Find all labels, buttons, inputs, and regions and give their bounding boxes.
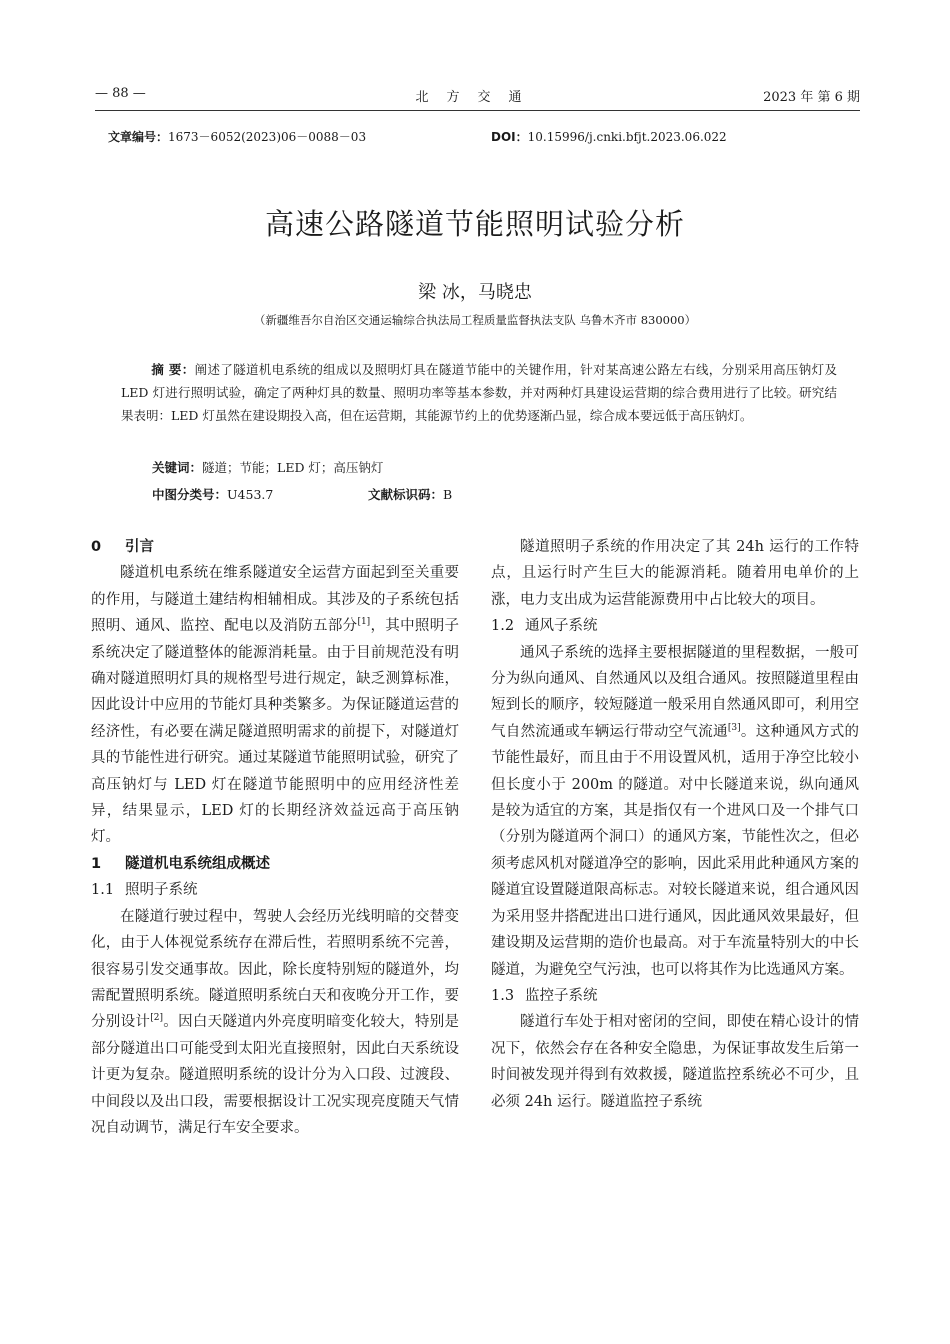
subsection-number: 1.2 (491, 618, 515, 635)
clc-value: U453.7 (227, 487, 274, 502)
affiliation: （新疆维吾尔自治区交通运输综合执法局工程质量监督执法支队 乌鲁木齐市 830000） (253, 313, 697, 327)
paragraph (91, 560, 459, 850)
clc-label: 中图分类号： (152, 487, 228, 502)
doi-label: DOI： (491, 130, 528, 144)
keywords-label: 关键词： (152, 460, 203, 475)
running-header (95, 86, 860, 106)
left-column (91, 534, 459, 1141)
subsection-heading (91, 877, 459, 903)
authors: 梁 冰，马晓忠 (418, 282, 532, 303)
doi-value: 10.15996/j.cnki.bfjt.2023.06.022 (527, 130, 727, 144)
citation: [2] (150, 1013, 163, 1024)
abstract-label: 摘 要： (151, 362, 195, 377)
clc-number (152, 485, 273, 503)
section-number: 1 (91, 855, 102, 872)
paragraph (91, 904, 459, 1142)
document-code (368, 485, 452, 503)
section-heading (91, 534, 459, 560)
section-heading (91, 851, 459, 877)
paragraph-text: ，其中照明子系统决定了隧道整体的能源消耗量。由于目前规范没有明确对隧道照明灯具的规格型号进行规定，缺乏测算标准，因此设计中应用的节能灯具种类繁多。为保证隧道运营的经济性，有必要在满足隧道照明需求的前提下，对隧道灯具的节能性进行研究。通过某隧道节能照明试验，研究了高压钠灯与 LED 灯在隧道节能照明中的应用经济性差异，结果显示，LED 灯的长期经济效益远高于高压钠灯。 (91, 618, 459, 846)
document-code-label: 文献标识码： (368, 487, 444, 502)
citation: [3] (727, 723, 741, 734)
section-title: 引言 (125, 539, 154, 555)
paragraph-text: 。这种通风方式的节能性最好，而且由于不用设置风机，适用于净空比较小但长度小于 200m 的隧道。对中长隧道来说，纵向通风是较为适宜的方案，其是指仅有一个进风口及一个排气口（分别为隧道两个洞口）的通风方案，节能性次之，但必须考虑风机对隧道净空的影响，因此采用此种通风方案的隧道宜设置隧道限高标志。对较长隧道来说，组合通风因为采用竖井搭配进出口进行通风，因此通风效果最好，但建设期及运营期的造价也最高。对于车流量特别大的中长隧道，为避免空气污浊，也可以将其作为比选通风方案。 (491, 723, 860, 978)
paragraph (491, 640, 859, 983)
paragraph-text: 通风子系统的选择主要根据隧道的里程数据，一般可分为纵向通风、自然通风以及组合通风。按照隧道里程由短到长的顺序，较短隧道一般采用自然通风即可，利用空气自然流通或车辆运行带动空气流通 (491, 644, 859, 740)
paper-title: 高速公路隧道节能照明试验分析 (264, 207, 685, 241)
subsection-heading (491, 613, 859, 639)
paragraph: 隧道行车处于相对密闭的空间，即使在精心设计的情况下，依然会存在各种安全隐患，为保证事故发生后第一时间被发现并得到有效救援，隧道监控系统必不可少，且必须 24h 运行。隧道监控子系统 (491, 1014, 859, 1110)
doi (491, 128, 727, 145)
paragraph-text: 在隧道行驶过程中，驾驶人会经历光线明暗的交替变化，由于人体视觉系统存在滞后性，若照明系统不完善，很容易引发交通事故。因此，除长度特别短的隧道外，均需配置照明系统。隧道照明系统白天和夜晚分开工作，要分别设计 (91, 908, 459, 1031)
header-divider (95, 110, 860, 111)
page-number: — 88 — (95, 86, 146, 101)
article-number-label: 文章编号： (108, 130, 169, 144)
subsection-title: 照明子系统 (125, 882, 198, 899)
abstract-text: 阐述了隧道机电系统的组成以及照明灯具在隧道节能中的关键作用，针对某高速公路左右线，分别采用高压钠灯及 LED 灯进行照明试验，确定了两种灯具的数量、照明功率等基本参数，并对两种灯具建设运营期的综合费用进行了比较。研究结果表明：LED 灯虽然在建设期投入高，但在运营期，其能源节约上的优势逐渐凸显，综合成本要远低于高压钠灯。 (121, 362, 837, 423)
keywords-text: 隧道；节能；LED 灯；高压钠灯 (202, 460, 384, 475)
citation: [1] (357, 617, 371, 628)
subsection-title: 通风子系统 (525, 618, 598, 635)
subsection-number: 1.1 (91, 882, 115, 899)
paragraph-text: 隧道机电系统在维系隧道安全运营方面起到至关重要的作用，与隧道土建结构相辅相成。其涉及的子系统包括照明、通风、监控、配电以及消防五部分 (91, 565, 459, 635)
paragraph-text: 。因白天隧道内外亮度明暗变化较大，特别是部分隧道出口可能受到太阳光直接照射，因此白天系统设计更为复杂。隧道照明系统的设计分为入口段、过渡段、中间段以及出口段，需要根据设计工况实现亮度随天气情况自动调节，满足行车安全要求。 (91, 1014, 460, 1136)
article-number-value: 1673－6052(2023)06－0088－03 (168, 130, 367, 144)
section-title: 隧道机电系统组成概述 (125, 855, 270, 872)
document-code-value: B (443, 487, 453, 502)
abstract (121, 358, 837, 427)
subsection-title: 监控子系统 (525, 987, 598, 1004)
journal-name: 北方交通 (415, 90, 540, 105)
article-number (108, 128, 366, 145)
keywords (152, 458, 383, 476)
paragraph: 隧道照明子系统的作用决定了其 24h 运行的工作特点，且运行时产生巨大的能源消耗。随着用电单价的上涨，电力支出成为运营能源费用中占比较大的项目。 (491, 539, 859, 608)
subsection-number: 1.3 (491, 987, 515, 1004)
right-column (491, 534, 859, 1115)
section-number: 0 (91, 539, 102, 555)
subsection-heading (491, 983, 859, 1009)
issue-info: 2023 年 第 6 期 (763, 90, 860, 105)
